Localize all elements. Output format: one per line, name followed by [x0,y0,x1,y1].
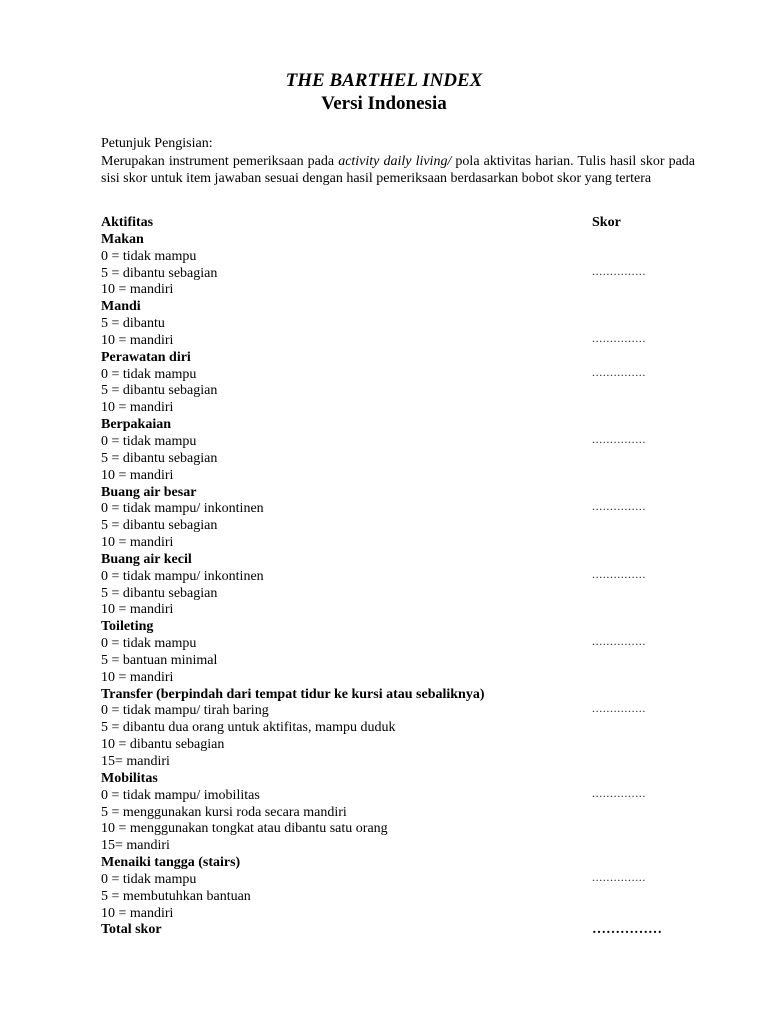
item-option [101,431,695,451]
item-option [101,906,695,923]
item-option [101,636,695,653]
score-field[interactable]: ............... [592,263,646,278]
instructions-text-before: Merupakan instrument pemeriksaan pada [101,153,339,169]
item-option [101,282,695,299]
item-option [101,602,695,619]
item-option [101,400,695,417]
item-option [101,670,695,687]
option-label: 0 = tidak mampu/ tirah baring [101,703,269,719]
item-heading: Perawatan diri [101,349,191,365]
score-field[interactable]: ............... [592,634,646,649]
option-label: 5 = dibantu dua orang untuk aktifitas, mampu duduk [101,720,396,736]
score-field[interactable]: ............... [592,785,646,800]
option-label: 0 = tidak mampu [101,636,197,652]
item-option [101,451,695,468]
table-header [101,215,695,232]
item-option [101,653,695,670]
total-label: Total skor [101,922,162,938]
item-option [101,518,695,535]
item-option [101,889,695,906]
score-field[interactable]: ............... [592,330,646,345]
total-row [101,922,695,939]
option-label: 5 = dibantu sebagian [101,265,218,281]
option-label: 5 = menggunakan kursi roda secara mandiri [101,804,347,820]
option-label: 10 = mandiri [101,535,174,551]
item-heading: Mobilitas [101,770,158,786]
option-label: 5 = bantuan minimal [101,652,218,668]
score-field[interactable]: ............... [592,869,646,884]
instructions [101,135,695,188]
total-score-field[interactable]: …………… [592,922,662,938]
item-option [101,263,695,283]
option-label: 10 = mandiri [101,282,174,298]
option-label: 0 = tidak mampu [101,366,197,382]
instructions-text-italic: activity daily living/ [338,153,452,169]
option-label: 10 = mandiri [101,400,174,416]
option-label: 0 = tidak mampu/ inkontinen [101,501,264,517]
item-option [101,838,695,855]
score-field[interactable]: ............... [592,364,646,379]
item-option [101,468,695,485]
item-option [101,703,695,720]
option-label: 5 = dibantu sebagian [101,450,218,466]
document-subtitle: Versi Indonesia [321,93,447,114]
item-option [101,501,695,518]
score-field[interactable]: ............... [592,701,646,716]
option-label: 10 = mandiri [101,602,174,618]
option-label: 10 = mandiri [101,332,174,348]
item-heading: Buang air kecil [101,551,192,567]
instructions-heading: Petunjuk Pengisian: [101,136,213,151]
item-heading: Makan [101,231,144,247]
option-label: 15= mandiri [101,754,170,769]
option-label: 5 = membutuhkan bantuan [101,888,251,904]
item-list [101,232,695,923]
item-option [101,383,695,400]
item-heading: Menaiki tangga (stairs) [101,855,241,871]
item-option [101,737,695,754]
item-option [101,566,695,586]
item-heading: Mandi [101,299,141,315]
option-label: 0 = tidak mampu [101,248,197,264]
header-score: Skor [592,215,621,230]
item-option [101,821,695,838]
option-label: 5 = dibantu sebagian [101,383,218,399]
item-option [101,330,695,350]
score-field[interactable]: ............... [592,499,646,514]
barthel-table [101,215,695,939]
option-label: 10 = dibantu sebagian [101,737,225,753]
item-option [101,754,695,771]
item-option [101,869,695,889]
item-option [101,805,695,822]
option-label: 0 = tidak mampu [101,871,197,887]
option-label: 10 = mandiri [101,467,174,483]
instructions-text-after: pola aktivitas harian. Tulis hasil skor pada sisi skor untuk item jawaban sesuai dengan hasil pemeriksaan berdasarkan bobot skor yang tertera [101,153,696,186]
item-heading: Berpakaian [101,417,172,433]
item-option [101,586,695,603]
option-label: 15= mandiri [101,838,170,854]
item-heading: Toileting [101,619,154,635]
item-heading: Buang air besar [101,484,197,500]
option-label: 10 = mandiri [101,669,174,685]
score-field[interactable]: ............... [592,566,646,581]
option-label: 5 = dibantu sebagian [101,518,218,534]
option-label: 0 = tidak mampu/ inkontinen [101,568,264,584]
option-label: 5 = dibantu [101,316,165,332]
option-label: 10 = mandiri [101,905,174,921]
item-option [101,720,695,737]
item-option [101,535,695,552]
option-label: 5 = dibantu sebagian [101,585,218,601]
score-field[interactable]: ............... [592,431,646,446]
item-option [101,785,695,805]
option-label: 0 = tidak mampu/ imobilitas [101,787,260,803]
option-label: 10 = menggunakan tongkat atau dibantu satu orang [101,821,388,837]
option-label: 0 = tidak mampu [101,433,197,449]
document-title: THE BARTHEL INDEX [285,70,483,91]
header-activity: Aktifitas [101,215,154,230]
item-heading: Transfer (berpindah dari tempat tidur ke kursi atau sebaliknya) [101,686,485,702]
instructions-text [101,153,695,188]
item-option [101,364,695,384]
